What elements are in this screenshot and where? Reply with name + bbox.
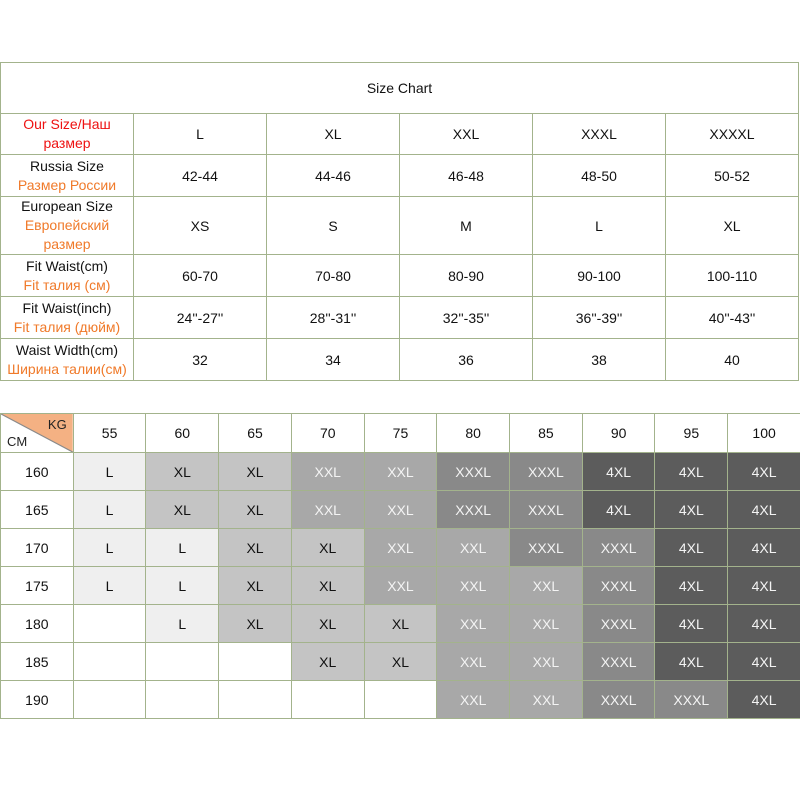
size-cell: XXL: [291, 491, 364, 529]
row-header-label: European Size: [21, 198, 113, 214]
table-cell: 42-44: [134, 155, 267, 197]
table-row: [1, 605, 800, 643]
kg-label: KG: [47, 417, 67, 432]
weight-header-cell: 90: [582, 414, 655, 453]
row-header-waist-width: [1, 339, 134, 381]
size-cell: XXL: [510, 567, 583, 605]
size-cell: 4XL: [728, 567, 800, 605]
height-header-cell: 160: [1, 453, 74, 491]
corner-cell: [1, 414, 74, 453]
size-cell: XXXL: [582, 605, 655, 643]
table-cell: XL: [267, 114, 400, 155]
size-cell: XXL: [364, 567, 437, 605]
table-cell: 38: [533, 339, 666, 381]
size-cell: XXXL: [510, 491, 583, 529]
table-cell: 34: [267, 339, 400, 381]
size-cell: XL: [219, 529, 292, 567]
size-cell: XXXL: [582, 529, 655, 567]
table-cell: 80-90: [400, 255, 533, 297]
weight-header-cell: 70: [291, 414, 364, 453]
row-header-label: Fit Waist(cm): [26, 257, 108, 274]
size-cell: 4XL: [582, 453, 655, 491]
row-header-label-ru: Размер России: [17, 176, 117, 193]
table-row: [1, 567, 800, 605]
row-header-russia-size: [1, 155, 134, 197]
table-row: [1, 197, 799, 255]
table-row: [1, 453, 800, 491]
size-cell: XXL: [364, 453, 437, 491]
size-cell: L: [73, 567, 146, 605]
size-cell: XXXL: [437, 491, 510, 529]
size-cell: 4XL: [655, 643, 728, 681]
row-header-european-size: [1, 197, 134, 255]
size-cell: 4XL: [655, 529, 728, 567]
size-chart-table: [0, 62, 799, 381]
table-row: [1, 529, 800, 567]
size-cell: 4XL: [728, 643, 800, 681]
table-row: [1, 155, 799, 197]
height-weight-table: [0, 413, 800, 719]
size-cell: 4XL: [728, 491, 800, 529]
size-cell: L: [146, 567, 219, 605]
size-cell: L: [146, 605, 219, 643]
weight-header-cell: 60: [146, 414, 219, 453]
table-row: [1, 255, 799, 297]
size-cell: L: [73, 491, 146, 529]
size-cell: XXXL: [510, 529, 583, 567]
table-cell: 40: [666, 339, 799, 381]
table-cell: L: [533, 197, 666, 255]
table-cell: 44-46: [267, 155, 400, 197]
weight-header-cell: 65: [219, 414, 292, 453]
size-cell: 4XL: [655, 453, 728, 491]
size-cell: 4XL: [655, 567, 728, 605]
size-cell: XL: [291, 605, 364, 643]
height-header-cell: 175: [1, 567, 74, 605]
table-row: [1, 643, 800, 681]
size-cell: 4XL: [655, 605, 728, 643]
size-cell: XL: [219, 491, 292, 529]
height-header-cell: 165: [1, 491, 74, 529]
table-row: [1, 114, 799, 155]
table-cell: 70-80: [267, 255, 400, 297]
size-cell: XXXL: [582, 643, 655, 681]
size-cell: XXXL: [437, 453, 510, 491]
row-header-label-ru: Ширина талии(см): [7, 360, 127, 377]
table-cell: 60-70: [134, 255, 267, 297]
table-cell: 36: [400, 339, 533, 381]
size-cell: [364, 681, 437, 719]
height-header-cell: 185: [1, 643, 74, 681]
size-cell: XXXL: [582, 567, 655, 605]
size-cell: XXL: [510, 605, 583, 643]
size-cell: [219, 643, 292, 681]
row-header-label: Russia Size: [30, 157, 104, 174]
size-cell: 4XL: [582, 491, 655, 529]
size-cell: XXL: [364, 491, 437, 529]
size-cell: XXXL: [582, 681, 655, 719]
height-header-cell: 190: [1, 681, 74, 719]
weight-header-cell: 95: [655, 414, 728, 453]
height-header-cell: 180: [1, 605, 74, 643]
table-cell: 48-50: [533, 155, 666, 197]
size-cell: XL: [291, 643, 364, 681]
table-cell: L: [134, 114, 267, 155]
row-header-label-ru: Fit талия (см): [23, 276, 111, 293]
weight-header-cell: 100: [728, 414, 800, 453]
cm-label: CM: [7, 434, 28, 449]
row-header-label: Fit Waist(inch): [22, 299, 112, 316]
table-cell: XL: [666, 197, 799, 255]
size-cell: XL: [219, 453, 292, 491]
weight-header-row: [1, 414, 800, 453]
table-cell: 32: [134, 339, 267, 381]
size-cell: [146, 681, 219, 719]
size-cell: L: [73, 453, 146, 491]
size-cell: XL: [219, 605, 292, 643]
table-cell: XXXL: [533, 114, 666, 155]
size-cell: L: [73, 529, 146, 567]
size-cell: XL: [146, 491, 219, 529]
size-cell: XXL: [364, 529, 437, 567]
table-cell: 32''-35'': [400, 297, 533, 339]
size-cell: L: [146, 529, 219, 567]
table-cell: 100-110: [666, 255, 799, 297]
table-cell: XXL: [400, 114, 533, 155]
row-header-fit-waist-cm: [1, 255, 134, 297]
table-cell: 36''-39'': [533, 297, 666, 339]
weight-header-cell: 80: [437, 414, 510, 453]
size-cell: XXL: [291, 453, 364, 491]
size-cell: XXL: [437, 643, 510, 681]
table-cell: S: [267, 197, 400, 255]
table-cell: M: [400, 197, 533, 255]
size-cell: XXXL: [655, 681, 728, 719]
height-header-cell: 170: [1, 529, 74, 567]
table-cell: XS: [134, 197, 267, 255]
weight-header-cell: 55: [73, 414, 146, 453]
table-row: [1, 491, 800, 529]
row-header-fit-waist-inch: [1, 297, 134, 339]
size-cell: 4XL: [728, 453, 800, 491]
table-row: [1, 297, 799, 339]
size-cell: [146, 643, 219, 681]
size-cell: 4XL: [655, 491, 728, 529]
table-cell: 28''-31'': [267, 297, 400, 339]
size-cell: [73, 643, 146, 681]
size-cell: 4XL: [728, 681, 800, 719]
size-cell: XL: [146, 453, 219, 491]
row-header-label-ru: Fit талия (дюйм): [13, 318, 121, 335]
size-cell: XXL: [437, 529, 510, 567]
size-cell: XXL: [510, 643, 583, 681]
table-row: [1, 681, 800, 719]
weight-header-cell: 85: [510, 414, 583, 453]
weight-header-cell: 75: [364, 414, 437, 453]
size-cell: [291, 681, 364, 719]
table-cell: 46-48: [400, 155, 533, 197]
table-cell: 50-52: [666, 155, 799, 197]
table-cell: 24''-27'': [134, 297, 267, 339]
size-cell: XXL: [437, 681, 510, 719]
size-cell: [73, 605, 146, 643]
size-cell: XL: [364, 643, 437, 681]
size-cell: XL: [291, 567, 364, 605]
table-cell: 90-100: [533, 255, 666, 297]
size-cell: 4XL: [728, 605, 800, 643]
size-cell: XXL: [437, 605, 510, 643]
table-cell: 40''-43'': [666, 297, 799, 339]
table-row: [1, 339, 799, 381]
size-chart-title: Size Chart: [1, 63, 799, 114]
row-header-label-ru: Европейский размер: [24, 217, 110, 252]
size-cell: [219, 681, 292, 719]
size-cell: XXL: [437, 567, 510, 605]
size-cell: XL: [291, 529, 364, 567]
size-cell: [73, 681, 146, 719]
table-cell: XXXXL: [666, 114, 799, 155]
size-cell: XXL: [510, 681, 583, 719]
row-header-our-size: Our Size/Наш размер: [1, 114, 134, 155]
size-cell: XL: [364, 605, 437, 643]
size-cell: XL: [219, 567, 292, 605]
size-cell: 4XL: [728, 529, 800, 567]
size-cell: XXXL: [510, 453, 583, 491]
row-header-label: Waist Width(cm): [15, 341, 119, 358]
